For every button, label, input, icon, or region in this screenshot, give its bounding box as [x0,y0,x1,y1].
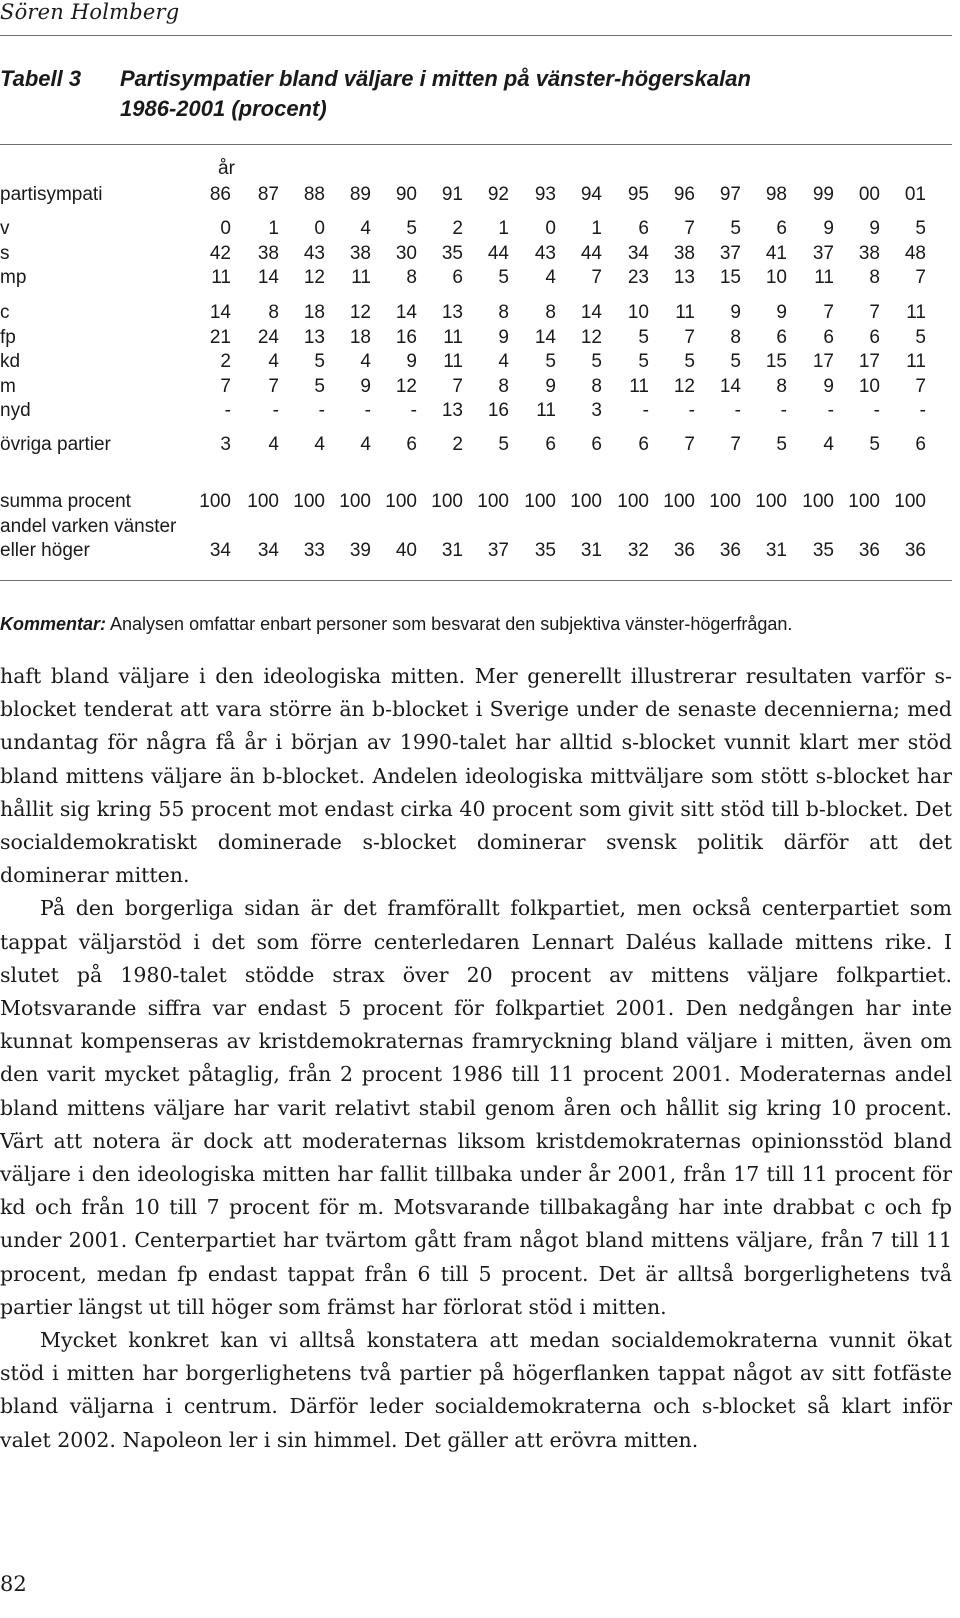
table-cell: 10 [858,375,880,397]
table-cell: - [318,400,325,422]
table-cell: 9 [730,302,741,323]
table-cell: 11 [443,351,463,373]
paragraph: haft bland väljare i den ideologiska mitten. Mer generellt illustrerar resultaten varför s-blocket tenderat att vara större än b-blocket i Sverige under de senaste decennierna; med undantag för några få år i början av 1990-talet har alltid s-blocket vunnit klart mer stöd bland mittens väljare än b-blocket. Andelen ideologiska mittväljare som stött s-blocket har hållit sig kring 55 procent mot endast cirka 40 procent som givit sitt stöd till b-blocket. Det socialdemokratiskt dominerade s-blocket dominerar svensk politik därför att det dominerar mitten. [0,664,952,888]
table-cell: 17 [812,351,834,373]
table-cell: 14 [719,375,741,397]
table-cell: 37 [812,242,834,264]
table-cell: 90 [395,184,417,205]
table-cell: 44 [580,242,602,264]
row-label: övriga partier [0,434,111,455]
row-label: v [0,218,10,239]
row-label: partisympati [0,184,103,205]
table-bottom-rule [0,580,952,581]
table-cell: 23 [627,267,649,289]
row-label: andel varken vänster [0,516,177,537]
table-cell: 4 [268,351,279,373]
table-title-line1: Partisympatier bland väljare i mitten på vänster-högerskalan [120,66,751,91]
table-cell: 6 [776,326,787,348]
row-label: eller höger [0,540,90,561]
table-cell: 18 [349,326,371,348]
table-cell: 5 [591,351,602,373]
table-cell: - [224,400,231,422]
table-cell: 5 [684,351,695,373]
table-cell: 11 [443,326,463,348]
table-cell: - [827,400,834,422]
table-cell: 9 [776,302,787,323]
table-cell: 14 [395,302,417,323]
table-cell: - [642,400,649,422]
table-cell: 5 [638,326,649,348]
table-cell: 9 [823,375,834,397]
row-label: kd [0,351,21,373]
table-cell: 100 [199,491,231,512]
table-cell: 43 [534,242,556,264]
table-cell: 7 [684,326,695,348]
table-cell: 2 [452,434,463,455]
table-cell: 9 [545,375,556,397]
table-cell: 1 [591,218,602,239]
table-cell: 37 [487,540,509,561]
table-cell: 100 [617,491,649,512]
table-cell: 34 [257,540,279,561]
table-cell: 34 [627,242,649,264]
table-cell: 7 [452,375,463,397]
table-cell: 7 [869,302,880,323]
table-cell: 8 [776,375,787,397]
table-cell: 41 [765,242,787,264]
paragraph: På den borgerliga sidan är det framförallt folkpartiet, men också centerpartiet som tappat väljarstöd i det som förre centerledaren Lennart Daléus kallade mittens rike. I slutet på 1980-talet stödde strax över 20 procent av mittens väljare folkpartiet. Motsvarande siffra var endast 5 procent för folkpartiet 2001. Den nedgången har inte kunnat kompenseras av kristdemokraternas framryckning bland väljare i mitten, även om den varit mycket påtaglig, från 2 procent 1986 till 11 procent 2001. Moderaternas andel bland mittens väljare har varit relativt stabil genom åren och hållit sig kring 10 procent. Värt att notera är dock att moderaternas liksom kristdemokraternas opinionsstöd bland väljare i den ideologiska mitten har fallit tillbaka under år 2001, från 17 till 11 procent för kd och från 10 till 7 procent för m. Motsvarande tillbakagång har inte drabbat c och fp under 2001. Centerpartiet har tvärtom gått fram något bland mittens väljare, från 7 till 11 procent, medan fp endast tappat från 6 till 5 procent. Det är alltså borgerlighetens två partier längst ut till höger som främst har förlorat stöd i mitten. [0,896,952,1319]
table-cell: 8 [591,375,602,397]
table-cell: 7 [915,267,926,289]
table-cell: 9 [406,351,417,373]
table-cell: 100 [755,491,787,512]
table-cell: 35 [812,540,834,561]
table-cell: 86 [209,184,231,205]
table-cell: 11 [814,267,834,289]
table-cell: 87 [257,184,279,205]
table-cell: 14 [257,267,279,289]
table-cell: 7 [684,434,695,455]
table-cell: 13 [303,326,325,348]
table-cell: 6 [591,434,602,455]
running-header-author: Sören Holmberg [0,0,180,24]
table-cell: 10 [627,302,649,323]
table-cell: 7 [730,434,741,455]
table-label: Tabell 3 [0,66,82,91]
table-cell: 0 [220,218,231,239]
table-cell: 12 [395,375,417,397]
table-cell: 31 [441,540,463,561]
table-cell: 9 [360,375,371,397]
table-cell: 6 [776,218,787,239]
table-cell: 48 [904,242,926,264]
header-rule [0,35,952,36]
table-cell: 8 [498,375,509,397]
row-label: c [0,302,10,323]
table-cell: 11 [536,400,556,422]
table-cell: 5 [314,375,325,397]
table-cell: 18 [303,302,325,323]
table-cell: 12 [303,267,325,289]
table-cell: 99 [812,184,834,205]
table-title-line2: 1986-2001 (procent) [120,96,327,121]
table-cell: 42 [209,242,231,264]
table-cell: 2 [452,218,463,239]
table-cell: - [272,400,279,422]
table-cell: 4 [268,434,279,455]
table-cell: 100 [339,491,371,512]
table-cell: 11 [906,351,926,373]
table-cell: 3 [220,434,231,455]
table-cell: 7 [684,218,695,239]
table-cell: 9 [498,326,509,348]
table-cell: 10 [765,267,787,289]
table-cell: 30 [395,242,417,264]
table-top-rule [0,144,952,145]
table-cell: 15 [719,267,741,289]
table-cell: 15 [765,351,787,373]
table-cell: 9 [823,218,834,239]
table-cell: 6 [545,434,556,455]
table-cell: - [919,400,926,422]
table-cell: 4 [498,351,509,373]
table-cell: 92 [487,184,509,205]
table-cell: 16 [395,326,417,348]
paragraph: Mycket konkret kan vi alltså konstatera att medan socialdemokraterna vunnit ökat stöd i mitten har borgerlighetens två partier på högerflanken tappat något av sitt fotfäste bland väljarna i centrum. Därför leder socialdemokraterna och s-blocket så klart inför valet 2002. Napoleon ler i sin himmel. Det gäller att erövra mitten. [0,1328,952,1452]
table-cell: 97 [719,184,741,205]
table-cell: 21 [209,326,231,348]
table-cell: 36 [904,540,926,561]
table-cell: 17 [858,351,880,373]
row-label: mp [0,267,27,289]
table-cell: 14 [209,302,231,323]
table-cell: 6 [823,326,834,348]
table-cell: 6 [638,218,649,239]
table-cell: 100 [385,491,417,512]
table-cell: 13 [441,400,463,422]
table-cell: 5 [498,434,509,455]
table-cell: 1 [268,218,279,239]
table-cell: 5 [776,434,787,455]
table-cell: 7 [220,375,231,397]
row-label: fp [0,326,16,348]
row-label: m [0,375,16,397]
table-cell: 7 [591,267,602,289]
table-cell: 8 [268,302,279,323]
table-cell: 14 [580,302,602,323]
row-label: s [0,242,10,264]
table-cell: - [780,400,787,422]
table-cell: 5 [915,218,926,239]
page-number: 82 [0,1572,27,1596]
table-cell: 91 [441,184,463,205]
table-cell: 100 [524,491,556,512]
table-cell: - [734,400,741,422]
table-cell: 100 [431,491,463,512]
table-cell: 32 [627,540,649,561]
table-cell: 36 [858,540,880,561]
table-cell: 4 [360,218,371,239]
table-cell: 100 [848,491,880,512]
table-cell: 95 [627,184,649,205]
table-cell: 13 [673,267,695,289]
table-cell: 4 [545,267,556,289]
table-cell: 5 [498,267,509,289]
table-cell: 24 [257,326,279,348]
table-cell: 11 [629,375,649,397]
table-cell: 31 [580,540,602,561]
table-cell: 14 [534,326,556,348]
table-cell: 43 [303,242,325,264]
table-cell: 100 [293,491,325,512]
table-cell: 8 [730,326,741,348]
table-cell: 4 [314,434,325,455]
table-cell: 8 [869,267,880,289]
table-cell: 0 [314,218,325,239]
table-cell: 11 [675,302,695,323]
table-cell: 5 [545,351,556,373]
table-cell: 96 [673,184,695,205]
table-cell: 16 [487,400,509,422]
table-cell: 13 [441,302,463,323]
table-cell: 33 [303,540,325,561]
table-cell: 88 [303,184,325,205]
comment-label: Kommentar: [0,614,107,634]
table-cell: 34 [209,540,231,561]
table-cell: 40 [395,540,417,561]
row-label: nyd [0,400,31,422]
table-cell: 100 [894,491,926,512]
table-cell: 6 [915,434,926,455]
table-cell: 44 [487,242,509,264]
row-label: summa procent [0,491,131,512]
table-cell: 98 [765,184,787,205]
table-cell: 1 [498,218,509,239]
table-cell: 5 [730,351,741,373]
table-cell: 8 [498,302,509,323]
table-cell: 11 [211,267,231,289]
table-cell: 5 [730,218,741,239]
body-text [0,660,952,1457]
table-cell: 38 [673,242,695,264]
table-cell: 5 [406,218,417,239]
table-cell: 4 [360,434,371,455]
table-cell: 11 [906,302,926,323]
table-cell: 93 [534,184,556,205]
table-cell: 7 [268,375,279,397]
table-cell: 00 [858,184,880,205]
table-cell: 100 [247,491,279,512]
table-cell: 4 [823,434,834,455]
table-cell: 94 [580,184,602,205]
table-cell: 6 [869,326,880,348]
table-cell: - [873,400,880,422]
table-cell: 36 [673,540,695,561]
table-cell: 36 [719,540,741,561]
table-cell: 7 [823,302,834,323]
table-cell: 12 [673,375,695,397]
table-cell: 0 [545,218,556,239]
table-cell: 9 [869,218,880,239]
table-cell: 12 [349,302,371,323]
table-cell: 100 [477,491,509,512]
table-cell: - [410,400,417,422]
table-cell: 39 [349,540,371,561]
table-cell: 38 [349,242,371,264]
table-cell: 6 [452,267,463,289]
table-cell: 5 [915,326,926,348]
table-cell: 5 [869,434,880,455]
table-comment [0,614,792,635]
table-cell: 6 [638,434,649,455]
year-heading: år [218,158,235,179]
table-cell: 8 [545,302,556,323]
table-cell: 5 [638,351,649,373]
table-cell: 8 [406,267,417,289]
table-cell: - [364,400,371,422]
table-cell: 100 [663,491,695,512]
table-cell: 01 [904,184,926,205]
table-cell: - [688,400,695,422]
table-cell: 38 [858,242,880,264]
table-cell: 100 [802,491,834,512]
table-cell: 12 [580,326,602,348]
table-cell: 100 [709,491,741,512]
table-cell: 5 [314,351,325,373]
table-cell: 37 [719,242,741,264]
table-cell: 35 [441,242,463,264]
table-cell: 2 [220,351,231,373]
table-cell: 89 [349,184,371,205]
table-cell: 38 [257,242,279,264]
table-cell: 4 [360,351,371,373]
table-cell: 100 [570,491,602,512]
table-cell: 35 [534,540,556,561]
table-cell: 7 [915,375,926,397]
comment-text: Analysen omfattar enbart personer som besvarat den subjektiva vänster-högerfrågan. [106,614,793,634]
table-cell: 3 [591,400,602,422]
table-cell: 6 [406,434,417,455]
table-cell: 11 [351,267,371,289]
table-cell: 31 [765,540,787,561]
